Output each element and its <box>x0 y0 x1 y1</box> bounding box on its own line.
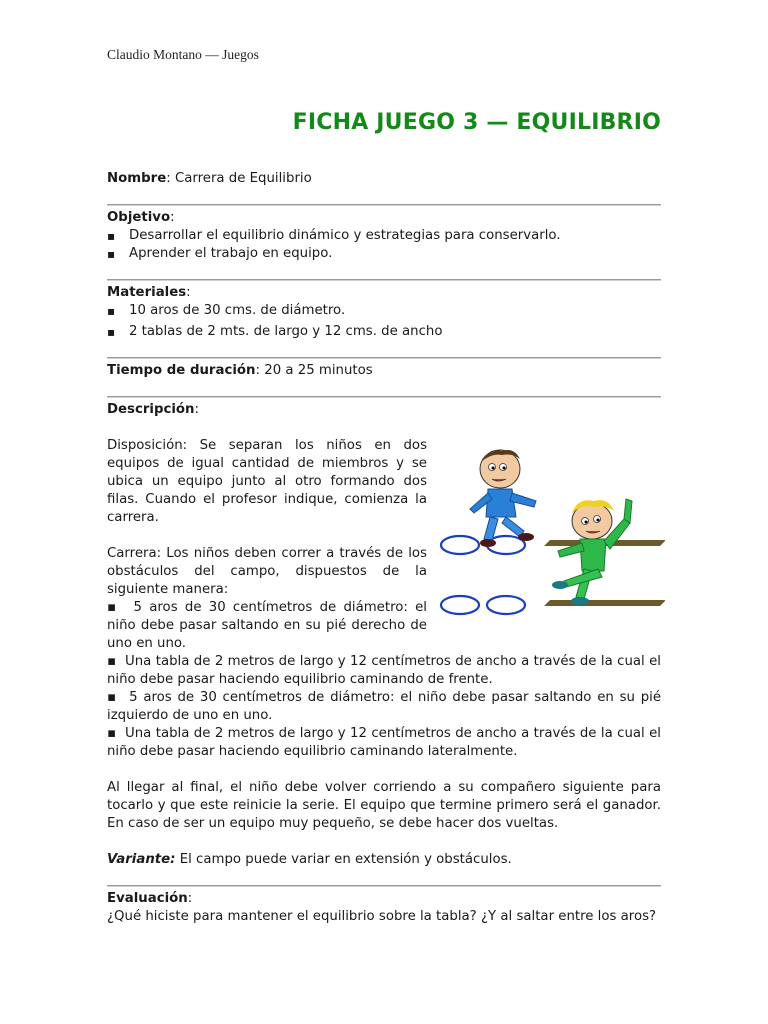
page-title: FICHA JUEGO 3 — EQUILIBRIO <box>292 110 661 135</box>
evaluacion-value: ¿Qué hiciste para mantener el equilibrio sobre la tabla? ¿Y al saltar entre los aros? <box>107 909 657 924</box>
step-item: ▪ Una tabla de 2 metros de largo y 12 centímetros de ancho a través de la cual el niño debe pasar haciendo equilibrio caminando de frente. <box>107 654 661 687</box>
variante-label: Variante <box>107 852 171 867</box>
objetivo-label: Objetivo <box>107 210 171 225</box>
list-item: ▪ Aprender el trabajo en equipo. <box>107 245 661 263</box>
final-paragraph: Al llegar al final, el niño debe volver corriendo a su compañero siguiente para tocarlo y que este reinicie la serie. El equipo que termine primero será el ganador. En caso de ser un equipo muy pequeño, se debe hacer dos vueltas. <box>107 780 661 831</box>
tiempo-field: Tiempo de duración: 20 a 25 minutos <box>107 363 373 378</box>
divider <box>107 204 661 206</box>
evaluacion-section: Evaluación: ¿Qué hiciste para mantener el equilibrio sobre la tabla? ¿Y al saltar entre los aros? <box>107 890 661 926</box>
divider <box>107 279 661 281</box>
step-item: ▪ 5 aros de 30 centímetros de diámetro: el niño debe pasar saltando en su pié izquierdo de uno en uno. <box>107 690 662 723</box>
materiales-list <box>107 302 661 341</box>
materiales-label: Materiales <box>107 285 187 300</box>
carrera-intro: Carrera: Los niños deben correr a través de los obstáculos del campo, dispuestos de la siguiente manera: <box>107 546 427 597</box>
nombre-field: Nombre: Carrera de Equilibrio <box>107 171 312 186</box>
tiempo-label: Tiempo de duración <box>107 363 256 378</box>
objetivo-section: Objetivo: ▪ Desarrollar el equilibrio dinámico y estrategias para conservarlo. ▪ Aprender el trabajo en equipo. <box>107 209 661 263</box>
descripcion-section: Descripción: Disposición: Se separan los niños en dos equipos de igual cantidad de miembros y se ubica un equipo junto al otro formando dos filas. Cuando el profesor indique, comienza la carrera. Carrera: Los niños deben correr a través de los obstáculos del campo, dispuestos de la siguiente manera: ▪ 5 aros de 30 centímetros de diámetro: el niño debe pasar saltando en su pié derecho de uno en uno. ▪ Una tabla de 2 metros de largo y 12 centímetros de ancho a través de la cual el niño debe pasar haciendo equilibrio caminando de frente. ▪ 5 aros de 30 centímetros de diámetro: el niño debe pasar saltando en su pié izquierdo de uno en uno. ▪ Una tabla de 2 metros de largo y 12 centímetros de ancho a través de la cual el niño debe pasar haciendo equilibrio caminando lateralmente. Al llegar al final, el niño debe volver corriendo a su compañero siguiente para tocarlo y que este reinicie la serie. El equipo que termine primero será el ganador. En caso de ser un equipo muy pequeño, se debe hacer dos vueltas. Variante: El campo puede variar en extensión y obstáculos. <box>107 401 661 869</box>
nombre-label: Nombre <box>107 171 167 186</box>
evaluacion-label: Evaluación <box>107 891 188 906</box>
objetivo-list <box>107 227 661 263</box>
descripcion-body <box>107 437 661 869</box>
divider <box>107 885 661 887</box>
descripcion-label: Descripción <box>107 402 195 417</box>
list-item: ▪ Desarrollar el equilibrio dinámico y estrategias para conservarlo. <box>107 227 661 245</box>
divider <box>107 396 661 398</box>
author-header: Claudio Montano — Juegos <box>107 47 259 62</box>
children-balance-illustration <box>440 439 665 639</box>
kid-balancing-figure <box>552 499 632 605</box>
divider <box>107 357 661 359</box>
document-body <box>107 170 661 926</box>
hoop-shape <box>487 596 525 614</box>
step-item: ▪ Una tabla de 2 metros de largo y 12 centímetros de ancho a través de la cual el niño debe pasar haciendo equilibrio caminando lateralmente. <box>107 726 661 759</box>
plank-shape <box>544 600 665 606</box>
kid-jumping-figure <box>470 450 536 547</box>
tiempo-value: 20 a 25 minutos <box>264 363 373 378</box>
hoop-shape <box>441 536 479 554</box>
variante-field: Variante: El campo puede variar en extensión y obstáculos. <box>107 852 512 867</box>
disposicion-paragraph: Disposición: Se separan los niños en dos equipos de igual cantidad de miembros y se ubica un equipo junto al otro formando dos filas. Cuando el profesor indique, comienza la carrera. <box>107 438 427 525</box>
nombre-value: Carrera de Equilibrio <box>174 171 312 186</box>
list-item: ▪ 10 aros de 30 cms. de diámetro. <box>107 302 661 320</box>
variante-value: El campo puede variar en extensión y obstáculos. <box>179 852 512 867</box>
list-item: ▪ 2 tablas de 2 mts. de largo y 12 cms. de ancho <box>107 323 661 341</box>
materiales-section: Materiales: ▪ 10 aros de 30 cms. de diámetro. ▪ 2 tablas de 2 mts. de largo y 12 cms. de ancho <box>107 284 661 341</box>
hoop-shape <box>441 596 479 614</box>
step-item: ▪ 5 aros de 30 centímetros de diámetro: el niño debe pasar saltando en su pié derecho de uno en uno. <box>107 600 427 651</box>
